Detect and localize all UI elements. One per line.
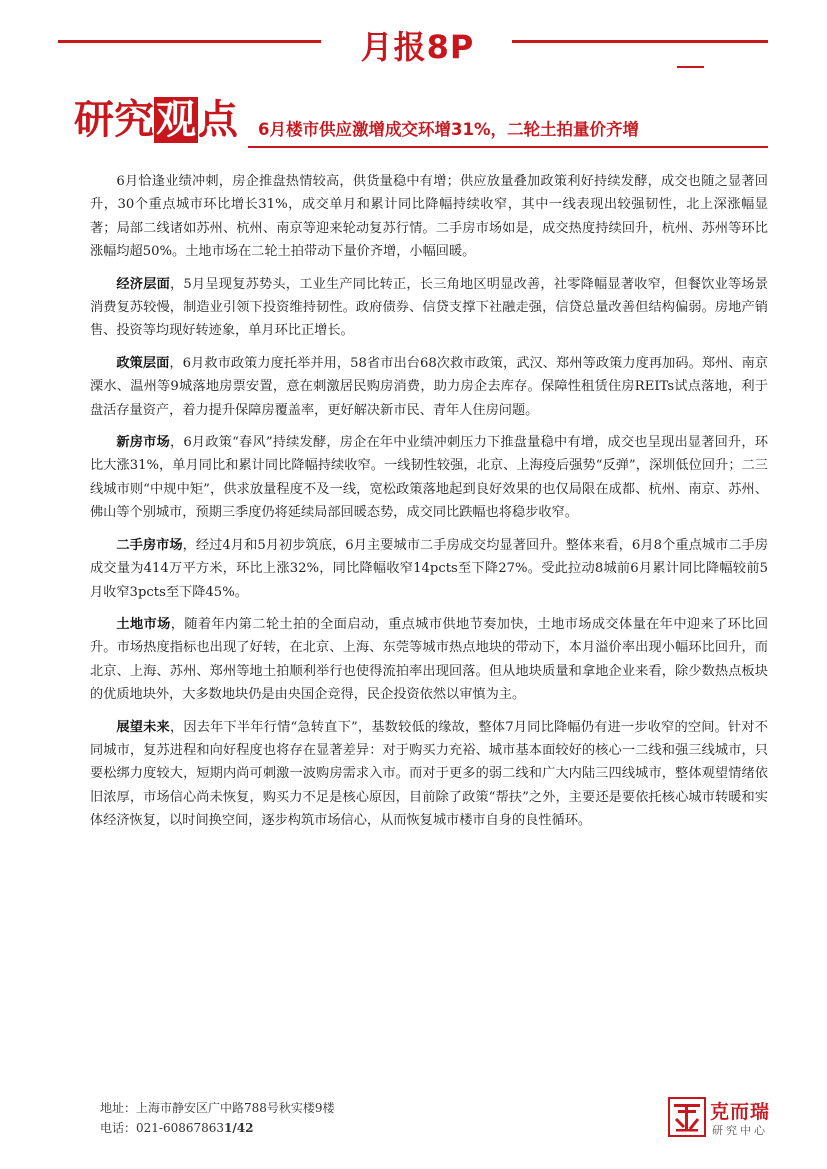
logo-seal-icon xyxy=(668,1097,706,1137)
section-title-part2: 点 xyxy=(198,97,238,143)
header-accent-mark xyxy=(677,66,704,68)
paragraph-lead: 展望未来 xyxy=(116,719,170,735)
section-title-highlight: 观 xyxy=(156,97,196,143)
footer-address: 地址：上海市静安区广中路788号秋实楼9楼 xyxy=(100,1101,335,1115)
article-body xyxy=(90,170,768,842)
paragraph-lead: 新房市场 xyxy=(116,435,170,451)
paragraph-intro: 6月恰逢业绩冲刺，房企推盘热情较高，供货量稳中有增；供应放量叠加政策利好持续发酵，成交也随之显著回升，30个重点城市环比增长31%，成交单月和累计同比降幅持续收窄，其中一线表现出较强韧性，北上深涨幅显著；局部二线诸如苏州、杭州、南京等迎来轮动复苏行情。二手房市场如是，成交热度持续回升，杭州、苏州等环比涨幅均超50%。土地市场在二轮土拍带动下量价齐增，小幅回暖。 xyxy=(90,174,768,260)
footer-contact xyxy=(100,1118,335,1138)
logo-subtitle: 研究中心 xyxy=(712,1124,768,1137)
paragraph-lead: 政策层面 xyxy=(116,355,170,371)
section-subtitle: 6月楼市供应激增成交环增31%，二轮土拍量价齐增 xyxy=(258,120,639,139)
paragraph-second-hand: 二手房市场，经过4月和5月初步筑底，6月主要城市二手房成交均显著回升。整体来看，6月8个重点城市二手房成交量为414万平方米，环比上涨32%，同比降幅收窄14pcts至下降27%。受此拉动8城前6月累计同比降幅较前5月收窄3pcts至下降45%。 xyxy=(90,537,769,600)
paragraph-outlook: 展望未来，因去年下半年行情“急转直下”，基数较低的缘故，整体7月同比降幅仍有进一步收窄的空间。针对不同城市，复苏进程和向好程度也将存在显著差异：对于购买力充裕、城市基本面较好的核心一二线和强三线城市，只要松绑力度较大，短期内尚可刺激一波购房需求入市。而对于更多的弱二线和广大内陆三四线城市，整体观望情绪依旧浓厚，市场信心尚未恢复，购买力不足是核心原因，目前除了政策“帮扶”之外，主要还是要依托核心城市转暖和实体经济恢复，以时间换空间，逐步构筑市场信心，从而恢复城市楼市自身的良性循环。 xyxy=(90,719,768,829)
section-title-part1: 研究 xyxy=(74,97,154,143)
section-title xyxy=(74,94,238,146)
header-rule-left xyxy=(58,40,321,43)
section-rule xyxy=(248,146,768,148)
paragraph-policy: 政策层面，6月救市政策力度托举并用，58省市出台68次救市政策，武汉、郑州等政策力度再加码。郑州、南京溧水、温州等9城落地房票安置，意在刺激居民购房消费，助力房企去库存。保障性租赁住房REITs试点落地，利于盘活存量资产，着力提升保障房覆盖率，更好解决新市民、青年人住房问题。 xyxy=(90,355,769,418)
paragraph-land: 土地市场，随着年内第二轮土拍的全面启动，重点城市供地节奏加快，土地市场成交体量在年中迎来了环比回升。市场热度指标也出现了好转，在北京、上海、东莞等城市热点地块的带动下，本月溢价率出现小幅环比回升，而北京、上海、苏州、郑州等地土拍顺利举行也使得流拍率出现回落。但从地块质量和拿地企业来看，除少数热点板块的优质地块外，大多数地块仍是由央国企竞得，民企投资依然以审慎为主。 xyxy=(90,616,769,703)
header-rule-right xyxy=(512,40,768,43)
logo-name: 克而瑞 xyxy=(710,1101,771,1123)
footer-phone: 电话：021-60867863 xyxy=(100,1121,225,1135)
page-number: 1/42 xyxy=(224,1121,254,1135)
paragraph-lead: 土地市场 xyxy=(116,616,171,632)
paragraph-new-homes: 新房市场，6月政策“春风”持续发酵，房企在年中业绩冲刺压力下推盘量稳中有增，成交也呈现出显著回升，环比大涨31%，单月同比和累计同比降幅持续收窄。一线韧性较强，北京、上海疫后强势“反弹”，深圳低位回升；二三线城市则“中规中矩”，供求放量程度不及一线，宽松政策落地起到良好效果的也仅局限在成都、杭州、南京、苏州、佛山等个别城市，预期三季度仍将延续局部回暖态势，成交同比跌幅也将稳步收窄。 xyxy=(90,435,768,521)
paragraph-lead: 二手房市场 xyxy=(116,537,183,553)
footer xyxy=(100,1098,335,1138)
company-logo xyxy=(668,1097,778,1141)
paragraph-economy: 经济层面，5月呈现复苏势头，工业生产同比转正，长三角地区明显改善，社零降幅显著收窄，但餐饮业等场景消费复苏较慢，制造业引领下投资维持韧性。政府债券、信贷支撑下社融走强，信贷总量改善但结构偏弱。房地产销售、投资等均现好转迹象，单月环比正增长。 xyxy=(90,276,769,339)
paragraph-lead: 经济层面 xyxy=(116,276,170,292)
report-title: 月报8P xyxy=(360,28,475,66)
